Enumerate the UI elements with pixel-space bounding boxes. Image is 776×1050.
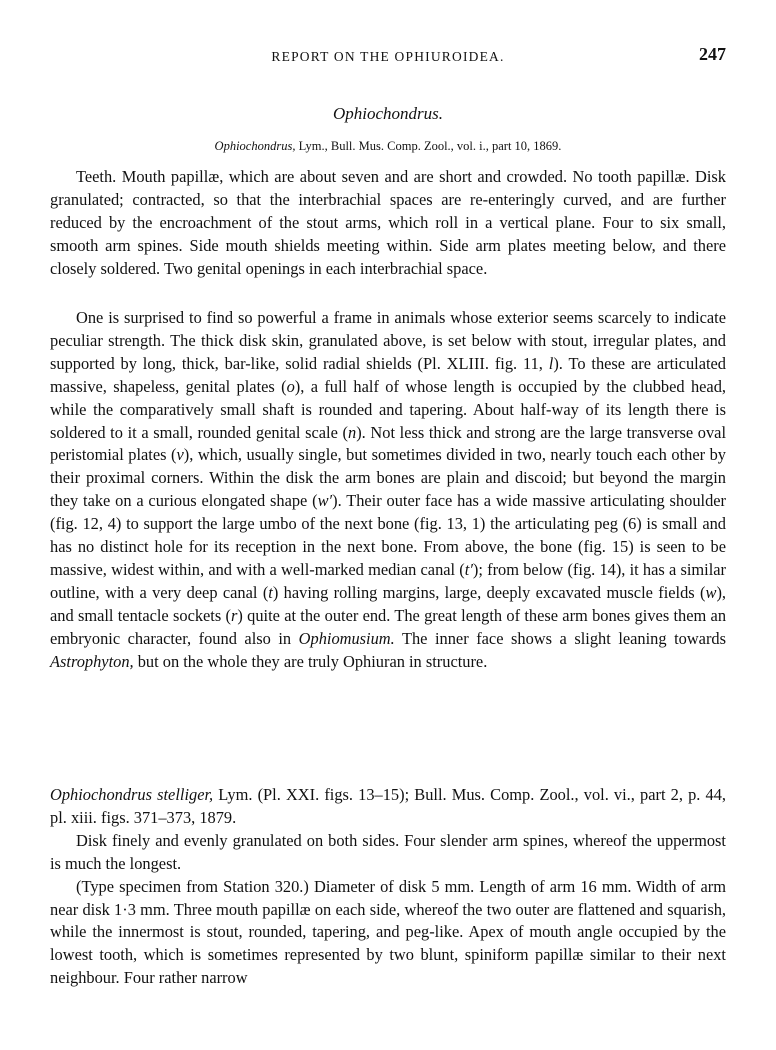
genus-ophiomusium: Ophiomusium. [298, 628, 395, 648]
label-r: r [231, 605, 238, 625]
citation-reference: Lym., Bull. Mus. Comp. Zool., vol. i., part 10, 1869. [295, 139, 562, 153]
text-segment: One is surprised to find so powerful a frame in animals whose exterior seems scarcely to indicate peculiar strength. The thick disk skin, granulated above, is set below with stout, irregular plates, and supported by long, thick, bar-like, solid radial shields (Pl. XLIII. fig. 11, [50, 308, 726, 373]
species-paragraph-1: Disk finely and evenly granulated on both sides. Four slender arm spines, whereof the uppermost is much the longest. [50, 830, 726, 873]
text-segment: ) having rolling margins, large, deeply excavated muscle fields ( [272, 582, 706, 602]
text-segment: ), and small tentacle sockets ( [50, 582, 727, 625]
label-v: v [176, 445, 184, 465]
text-segment: but on the whole they are truly Ophiuran in structure. [133, 651, 488, 671]
species-name: Ophiochondrus stelliger, [50, 785, 214, 804]
label-w: w [705, 582, 717, 602]
running-title: REPORT ON THE OPHIUROIDEA. [271, 49, 505, 64]
text-segment: ), which, usually single, but sometimes divided in two, nearly touch each other by their proximal corners. Within the disk the arm bones are plain and discoid; but beyond the margin they take on a curious elongated shape ( [50, 445, 726, 511]
species-paragraph-2: (Type specimen from Station 320.) Diameter of disk 5 mm. Length of arm 16 mm. Width of arm near disk 1·3 mm. Three mouth papillæ on each side, whereof the two outer are flattened and squarish, while the innermost is stout, rounded, tapering, and peg-like. Apex of mouth angle occupied by the lowest tooth, which is sometimes represented by two blunt, spiniform papillæ similar to their next neighbour. Four rather narrow [50, 876, 726, 988]
label-t-prime: t′ [464, 559, 473, 579]
species-heading [50, 784, 726, 830]
page-number: 247 [699, 44, 726, 64]
text-segment: ). To these are articulated massive, shapeless, genital plates ( [50, 353, 726, 396]
genus-citation [0, 139, 776, 154]
label-l: l [548, 353, 554, 373]
text-segment: ). Not less thick and strong are the large transverse oval peristomial plates ( [50, 422, 726, 465]
species-citation: Lym. (Pl. XXI. figs. 13–15); Bull. Mus. Comp. Zool., vol. vi., part 2, p. 44, pl. xiii. figs. 371–373, 1879. [50, 785, 726, 827]
text-segment: ) quite at the outer end. The great length of these arm bones gives them an embryonic character, found also in [50, 605, 727, 648]
diagnosis-paragraph [50, 166, 726, 281]
text-segment: ). Their outer face has a wide massive articulating shoulder (fig. 12, 4) to support the large umbo of the next bone (fig. 13, 1) the articulating peg (6) is small and has no distinct hole for its reception in the next bone. From above, the bone (fig. 15) is seen to be massive, widest within, and with a well-marked median canal ( [50, 491, 726, 579]
species-section [50, 784, 726, 990]
diagnosis-text: Teeth. Mouth papillæ, which are about seven and are short and crowded. No tooth papillæ. Disk granulated; contracted, so that the interbrachial spaces are re-enteringly curved, and are further reduced by the encroachment of the stout arms, which roll in a vertical plane. Four to six small, smooth arm spines. Side mouth shields meeting within. Side arm plates meeting below, and there closely soldered. Two genital openings in each interbrachial space. [50, 167, 726, 278]
citation-genus-name: Ophiochondrus, [214, 139, 296, 153]
label-t: t [268, 582, 273, 602]
label-n: n [348, 422, 357, 442]
text-segment: The inner face shows a slight leaning towards [394, 628, 726, 648]
label-w-prime: w′ [317, 491, 333, 511]
genus-astrophyton: Astrophyton, [50, 651, 134, 671]
text-segment: ); from below (fig. 14), it has a similar outline, with a very deep canal ( [50, 559, 726, 602]
label-o: o [286, 376, 295, 396]
description-paragraph [50, 307, 726, 674]
text-segment: ), a full half of whose length is occupied by the clubbed head, while the comparatively small shaft is rounded and tapering. About half-way of its length there is soldered to it a small, rounded genital scale ( [50, 376, 726, 442]
running-head [50, 44, 726, 68]
genus-title: Ophiochondrus. [332, 104, 444, 123]
description-text [50, 307, 726, 674]
